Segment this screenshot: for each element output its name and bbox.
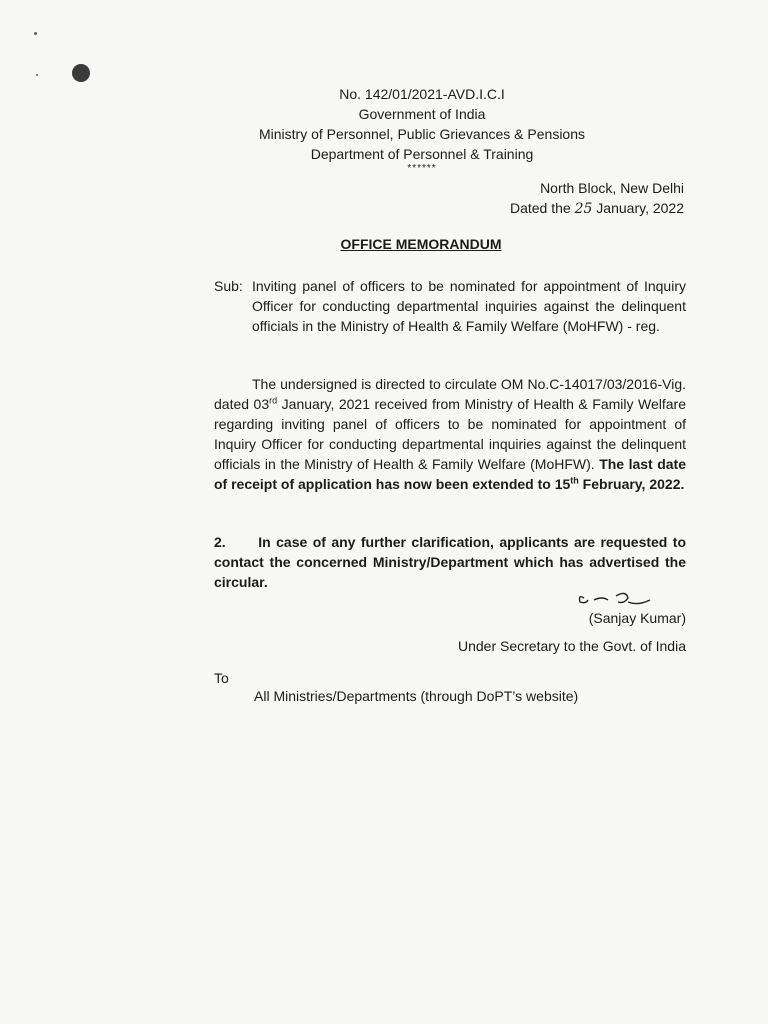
to-label: To [214,670,229,686]
ministry-line: Ministry of Personnel, Public Grievances & Pensions [258,126,586,142]
separator-stars: ****** [407,163,437,174]
signatory-block [458,608,686,656]
department-line: Department of Personnel & Training [310,146,534,162]
subject-block [214,276,686,336]
paragraph-2: 2. In case of any further clarification, applicants are requested to contact the concerned Ministry/Department which has advertised the circular. [214,534,686,590]
scan-speck [34,32,37,35]
paragraph-1: The undersigned is directed to circulate OM No.C-14017/03/2016-Vig. dated 03rd January, 2021 received from Ministry of Health & Family Welfare regarding inviting panel of officers to be nominated for appointment of Inquiry Officer for conducting departmental inquiries against the delinquent officials in the Ministry of Health & Family Welfare (MoHFW). The last date of receipt of application has now been extended to 15th February, 2022. [214,376,686,492]
memo-title: OFFICE MEMORANDUM [340,236,502,252]
subject-label: Sub: [214,278,243,294]
recipient-line: All Ministries/Departments (through DoPT’s website) [254,688,579,704]
signature [566,586,686,610]
handwritten-day: 25 [574,201,593,217]
signatory-name: (Sanjay Kumar) [588,610,686,626]
reference-number: No. 142/01/2021-AVD.I.C.I [339,86,505,102]
punch-hole [72,64,90,82]
location: North Block, New Delhi [540,180,684,196]
scan-speck [36,74,38,76]
subject-text: Inviting panel of officers to be nominated for appointment of Inquiry Officer for conducting departmental inquiries against the delinquent officials in the Ministry of Health & Family Welfare (MoHFW) - reg. [252,278,686,334]
date-line: Dated the 25 January, 2022 [509,200,684,217]
paragraph-number: 2. [214,534,226,550]
place-and-date [510,178,684,219]
signatory-designation: Under Secretary to the Govt. of India [457,638,686,654]
letter-header [0,84,768,174]
government-line: Government of India [358,106,486,122]
